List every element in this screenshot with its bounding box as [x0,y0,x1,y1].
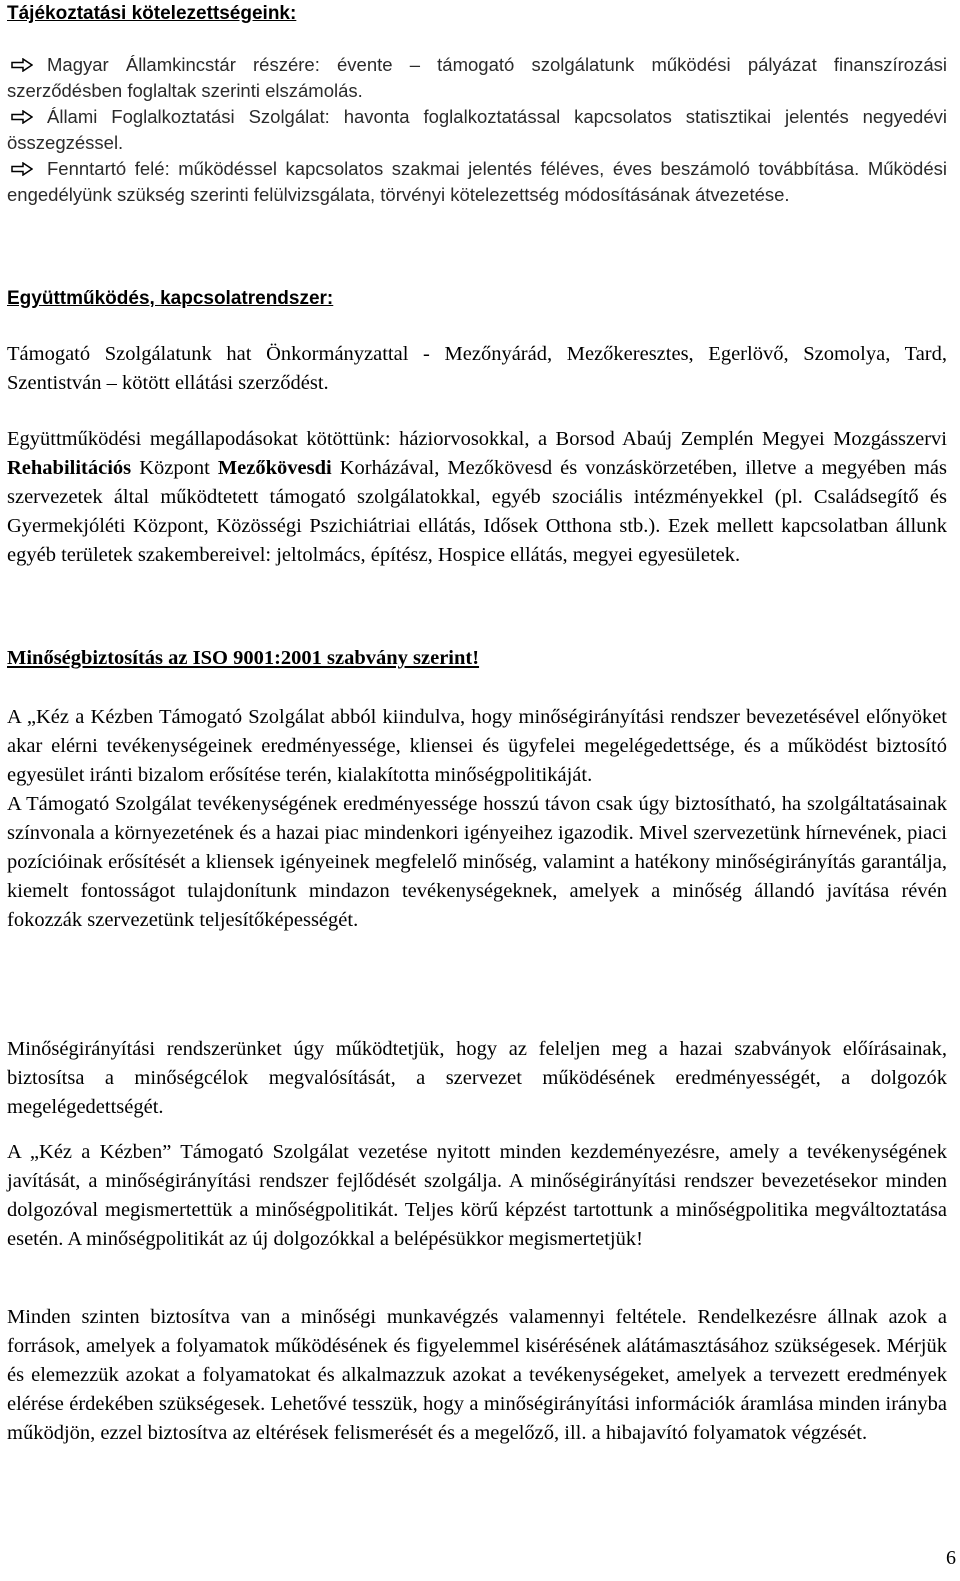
page-number: 6 [946,1547,956,1569]
agreements-text [7,425,947,570]
outline-arrow-right-icon [11,58,33,72]
outline-arrow-right-icon [11,162,33,176]
cooperation-paragraph [7,340,947,398]
quality-text-1: A „Kéz a Kézben Támogató Szolgálat abból kiindulva, hogy minőségirányítási rendszer bevezetésével előnyöket akar elérni tevékenységeinek eredményessége, kliensei és ügyfelei megelégedettsége, és a működést biztosító egyesület iránti bizalom erősítése terén, kialakította minőségpolitikáját. [7,706,947,786]
quality-text-3: Minőségirányítási rendszerünket úgy működtetjük, hogy az feleljen meg a hazai szabványok előírásainak, biztosítsa a minőségcélok megvalósítását, a szervezet működésének eredményességét, a dolgozók megelégedettségét. [7,1038,947,1118]
outline-arrow-right-icon [11,110,33,124]
cooperation-heading: Együttműködés, kapcsolatrendszer: [7,288,334,309]
municipalities-text: Támogató Szolgálatunk hat Önkormányzattal - Mezőnyárád, Mezőkeresztes, Egerlövő, Szomolya, Tard, Szentistván – kötött ellátási szerződést. [7,343,947,394]
obligation-item [7,156,947,208]
quality-paragraph-3 [7,1035,947,1122]
obligation-list [7,52,947,208]
agreements-text-part: Központ [131,457,218,479]
obligation-text: Állami Foglalkoztatási Szolgálat: havonta foglalkoztatással kapcsolatos statisztikai jelentés negyedévi összegzéssel. [7,106,947,153]
agreements-text-part: Korházával, Mezőkövesd és vonzáskörzetében, illetve a megyében más szervezetek által működtetett támogató szolgálatokkal, egyéb szociális intézményekkel (pl. Családsegítő és Gyermekjóléti Központ, Közösségi Pszichiátriai ellátás, Idősek Otthona stb.). Ezek mellett kapcsolatban állunk egyéb területek szakembereivel: jeltolmács, építész, Hospice ellátás, megyei egyesületek. [7,457,947,566]
obligation-item [7,52,947,104]
quality-paragraph-4 [7,1138,947,1254]
quality-text-5: Minden szinten biztosítva van a minőségi munkavégzés valamennyi feltétele. Rendelkezésre állnak azok a források, amelyek a folyamatok működésének és figyelemmel kisérésének alátámasztásához szükségesek. Mérjük és elemezzük azokat a folyamatokat és alkalmazzuk azokat a tevékenységeket, amelyek a tervezett eredmények elérése érdekében szükségesek. Lehetővé tesszük, hogy a minőségirányítási információk áramlása minden irányba működjön, ezzel biztosítva az eltérések felismerését és a megelőző, ill. a hibajavító folyamatok végzését. [7,1306,947,1444]
agreements-bold-mezokovesdi: Mezőkövesdi [217,457,332,479]
page-title: Tájékoztatási kötelezettségeink: [7,3,297,24]
quality-text-2: A Támogató Szolgálat tevékenységének eredményessége hosszú távon csak úgy biztosítható, ha szolgáltatásainak színvonala a környezetének és a hazai piac mindenkori igényeihez igazodik. Mivel szervezetünk hírnevének, piaci pozícióinak erősítését a kliensek igényeinek megfelelő minőség, valamint a hatékony minőségirányítás garantálja, kiemelt fontosságot tulajdonítunk mindazon tevékenységeknek, amelyek a minőség állandó javítása révén fokozzák szervezetünk teljesítőképességét. [7,793,947,931]
cooperation-agreements-paragraph [7,425,947,570]
agreements-text-part: Együttműködési megállapodásokat kötöttünk: háziorvosokkal, a Borsod Abaúj Zemplén Megyei Mozgásszervi [7,428,947,450]
obligation-text: Magyar Államkincstár részére: évente – támogató szolgálatunk működési pályázat finanszírozási szerződésben foglaltak szerinti elszámolás. [7,54,947,101]
quality-text-4: A „Kéz a Kézben” Támogató Szolgálat vezetése nyitott minden kezdeményezésre, amely a tevékenységének javítását, a minőségirányítási rendszer fejlődését szolgálja. A minőségirányítási rendszer bevezetésekor minden dolgozóval megismertettük a minőségpolitikát. Teljes körű képzést tartottunk a minőségpolitika megváltoztatása esetén. A minőségpolitikát az új dolgozókkal a belépésükkor megismertetjük! [7,1141,947,1250]
quality-paragraph-1 [7,703,947,935]
obligation-item [7,104,947,156]
obligation-text: Fenntartó felé: működéssel kapcsolatos szakmai jelentés féléves, éves beszámoló továbbítása. Működési engedélyünk szükség szerinti felülvizsgálata, törvényi kötelezettség módosításának átvezetése. [7,158,947,205]
quality-heading: Minőségbiztosítás az ISO 9001:2001 szabvány szerint! [7,647,480,669]
quality-paragraph-5 [7,1303,947,1448]
agreements-bold-rehab: Rehabilitációs [7,457,132,479]
